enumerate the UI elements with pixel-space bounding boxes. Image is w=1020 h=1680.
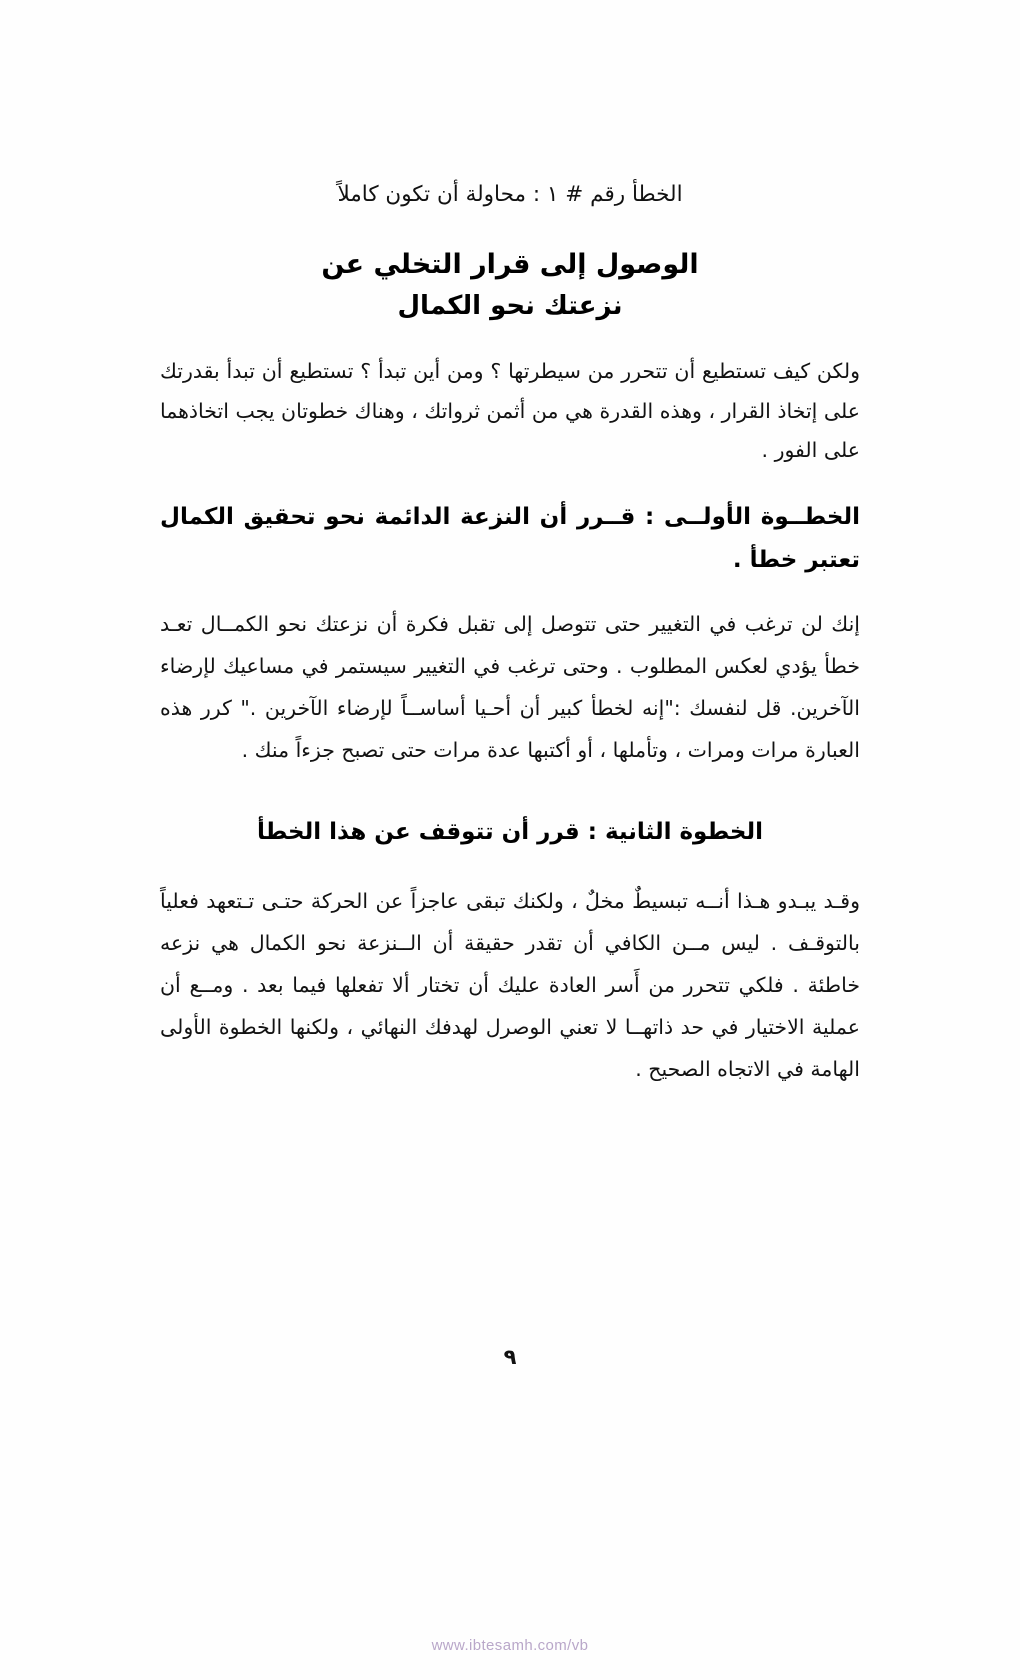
page-title-line-1: الوصول إلى قرار التخلي عن [321, 249, 699, 281]
page-title-line-2: نزعتك نحو الكمال [397, 290, 623, 321]
step-two-heading: الخطوة الثانية : قرر أن تتوقف عن هذا الخطأ [257, 819, 763, 846]
site-watermark: www.ibtesamh.com/vb [431, 1637, 589, 1654]
step-one-heading: الخطــوة الأولــى : قــرر أن النزعة الدائمة نحو تحقيق الكمال تعتبر خطأ . [160, 504, 860, 573]
page-content [160, 180, 860, 1090]
step-one-paragraph: إنك لن ترغب في التغيير حتى تتوصل إلى تقبل فكرة أن نزعتك نحو الكمــال تعـد خطأ يؤدي لعكس المطلوب . وحتى ترغب في التغيير سيستمر في مساعيك لإرضاء الآخرين. قل لنفسك :"إنه لخطأ كبير أن أحـيا أساســاً لإرضاء الآخرين ." كرر هذه العبارة مرات ومرات ، وتأملها ، أو أكتبها عدة مرات حتى تصبح جزءاً منك . [160, 612, 860, 763]
page-title [160, 244, 860, 326]
intro-paragraph: ولكن كيف تستطيع أن تتحرر من سيطرتها ؟ ومن أين تبدأ ؟ تستطيع أن تبدأ بقدرتك على إتخاذ القرار ، وهذه القدرة هي من أثمن ثرواتك ، وهناك خطوتان يجب اتخاذهما على الفور . [160, 359, 860, 462]
running-chapter-header: الخطأ رقم # ١ : محاولة أن تكون كاملاً [337, 182, 683, 207]
step-two-paragraph: وقـد يبـدو هـذا أنــه تبسيطٌ مخلٌ ، ولكنك تبقى عاجزاً عن الحركة حتـى تـتعهد فعلياً بالتوقـف . ليس مــن الكافي أن تقدر حقيقة أن الــنزعة نحو الكمال هي نزعه خاطئة . فلكي تتحرر من أَسر العادة عليك أن تختار ألا تفعلها فيما بعد . ومــع أن عملية الاختيار في حد ذاتهــا لا تعني الوصرل لهدفك النهائي ، ولكنها الخطوة الأولى الهامة في الاتجاه الصحيح . [160, 889, 860, 1082]
page-number: ٩ [503, 1345, 517, 1369]
